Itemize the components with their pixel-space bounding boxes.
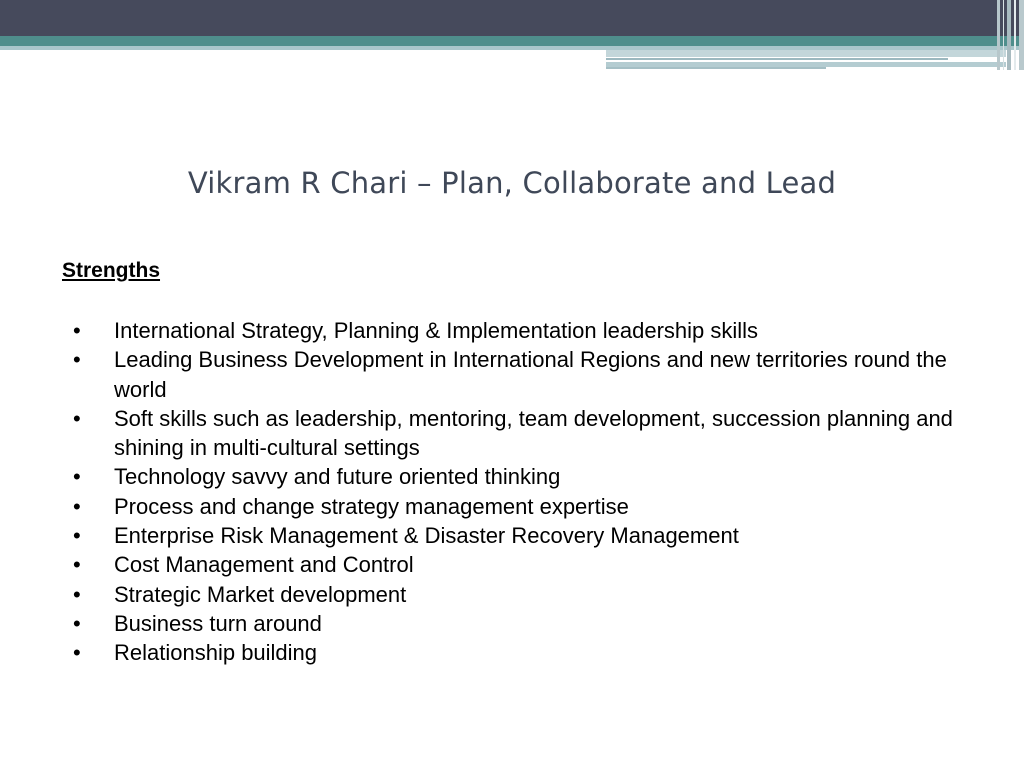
edge-stripe	[1014, 0, 1017, 70]
bullet-icon: •	[73, 610, 81, 636]
bullet-icon: •	[73, 493, 81, 519]
header-accent-bar	[606, 50, 1006, 57]
section-heading: Strengths	[62, 259, 161, 282]
list-item-text: Leading Business Development in International Regions and new territories round the world	[114, 347, 947, 402]
bullet-icon: •	[73, 640, 81, 666]
list-item-text: Process and change strategy management expertise	[114, 493, 629, 519]
list-item-text: Cost Management and Control	[114, 552, 414, 578]
bullet-icon: •	[73, 464, 81, 490]
slide-title: Vikram R Chari – Plan, Collaborate and Lead	[187, 166, 837, 200]
list-item	[70, 404, 970, 463]
list-item	[70, 550, 970, 579]
strengths-list	[70, 316, 970, 668]
header-band-teal	[0, 36, 1024, 46]
list-item	[70, 580, 970, 609]
list-item-text: Soft skills such as leadership, mentoring, team development, succession planning and shining in multi-cultural settings	[114, 405, 953, 461]
list-item-text: Business turn around	[114, 610, 322, 636]
list-item	[70, 316, 970, 345]
list-item	[70, 609, 970, 638]
bullet-icon: •	[73, 318, 81, 343]
list-item	[70, 462, 970, 491]
list-item	[70, 638, 970, 667]
bullet-icon: •	[73, 523, 81, 549]
header-accent-line	[606, 58, 948, 60]
list-item-text: Technology savvy and future oriented thinking	[114, 464, 561, 490]
list-item-text: Enterprise Risk Management & Disaster Recovery Management	[114, 523, 739, 549]
edge-stripe	[1007, 0, 1010, 70]
list-item	[70, 521, 970, 550]
header-band-dark	[0, 0, 1024, 36]
bullet-icon: •	[73, 405, 81, 431]
header-edge-stripes	[994, 0, 1024, 70]
edge-stripe	[1019, 0, 1024, 70]
list-item	[70, 345, 970, 404]
bullet-icon: •	[73, 581, 81, 607]
header-accent-line	[606, 67, 826, 69]
list-item-text: Relationship building	[114, 640, 318, 666]
list-item	[70, 492, 970, 521]
bullet-icon: •	[73, 552, 81, 578]
bullet-icon: •	[73, 347, 81, 373]
edge-stripe	[1003, 0, 1005, 70]
list-item-text: Strategic Market development	[114, 581, 407, 607]
list-item-text: International Strategy, Planning & Implementation leadership skills	[114, 318, 759, 343]
edge-stripe	[997, 0, 1000, 70]
